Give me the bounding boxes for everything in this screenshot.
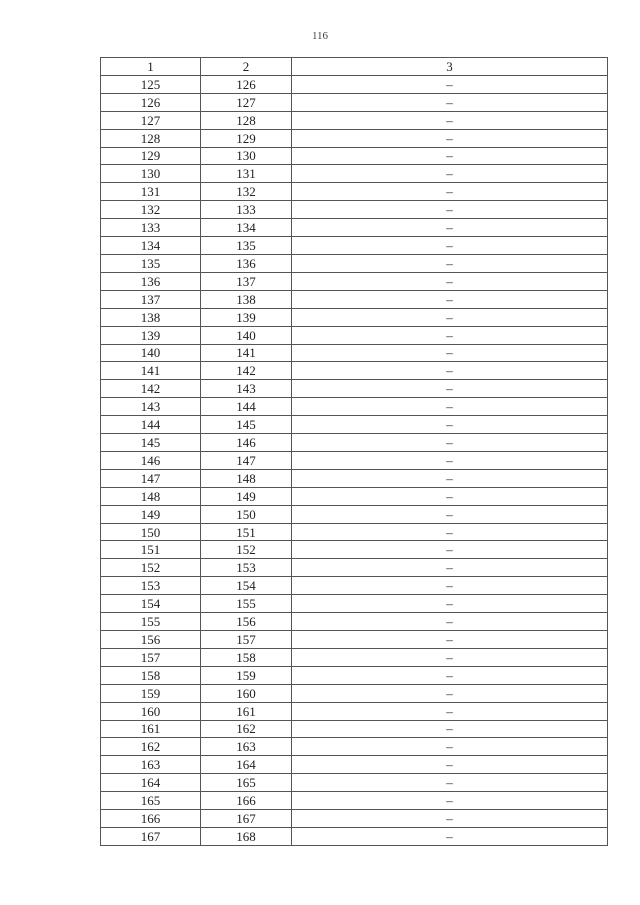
table-cell-col-3: – (292, 541, 608, 559)
table-row (101, 93, 608, 111)
table-row (101, 451, 608, 469)
table-cell-col-3: – (292, 792, 608, 810)
table-cell-col-1: 157 (101, 648, 201, 666)
table-cell-col-3: – (292, 147, 608, 165)
table-cell-col-3: – (292, 827, 608, 845)
table-cell-col-3: – (292, 613, 608, 631)
table-row (101, 469, 608, 487)
table-cell-col-1: 151 (101, 541, 201, 559)
table-row (101, 254, 608, 272)
table-cell-col-3: – (292, 559, 608, 577)
table-cell-col-3: – (292, 648, 608, 666)
table-cell-col-2: 129 (201, 129, 292, 147)
table-cell-col-2: 127 (201, 93, 292, 111)
table-cell-col-3: – (292, 756, 608, 774)
table-row (101, 434, 608, 452)
header-row (101, 58, 608, 76)
table-cell-col-1: 158 (101, 666, 201, 684)
table-row (101, 810, 608, 828)
table-cell-col-2: 150 (201, 505, 292, 523)
table-row (101, 792, 608, 810)
table-cell-col-1: 146 (101, 451, 201, 469)
table-cell-col-1: 145 (101, 434, 201, 452)
table-row (101, 595, 608, 613)
table-row (101, 666, 608, 684)
table-cell-col-2: 141 (201, 344, 292, 362)
table-cell-col-3: – (292, 254, 608, 272)
table-cell-col-2: 140 (201, 326, 292, 344)
table-cell-col-1: 159 (101, 684, 201, 702)
table-cell-col-1: 139 (101, 326, 201, 344)
table-cell-col-1: 133 (101, 219, 201, 237)
table-row (101, 111, 608, 129)
table-row (101, 308, 608, 326)
table-row (101, 237, 608, 255)
table-cell-col-1: 152 (101, 559, 201, 577)
table-cell-col-3: – (292, 111, 608, 129)
table-row (101, 183, 608, 201)
table-cell-col-2: 165 (201, 774, 292, 792)
table-cell-col-2: 137 (201, 272, 292, 290)
table-cell-col-1: 129 (101, 147, 201, 165)
table-cell-col-3: – (292, 416, 608, 434)
table-cell-col-1: 161 (101, 720, 201, 738)
table-cell-col-1: 155 (101, 613, 201, 631)
table-cell-col-2: 158 (201, 648, 292, 666)
header-cell-3: 3 (292, 58, 608, 76)
table-cell-col-2: 143 (201, 380, 292, 398)
table-cell-col-3: – (292, 487, 608, 505)
table-cell-col-1: 144 (101, 416, 201, 434)
table-cell-col-2: 149 (201, 487, 292, 505)
table-cell-col-2: 146 (201, 434, 292, 452)
table-cell-col-1: 160 (101, 702, 201, 720)
table-cell-col-2: 155 (201, 595, 292, 613)
table-cell-col-1: 131 (101, 183, 201, 201)
header-cell-2: 2 (201, 58, 292, 76)
table-row (101, 774, 608, 792)
table-cell-col-3: – (292, 272, 608, 290)
table-cell-col-2: 131 (201, 165, 292, 183)
table-cell-col-3: – (292, 201, 608, 219)
table-cell-col-3: – (292, 183, 608, 201)
table-cell-col-2: 152 (201, 541, 292, 559)
table-cell-col-1: 163 (101, 756, 201, 774)
table-cell-col-1: 126 (101, 93, 201, 111)
table-cell-col-1: 138 (101, 308, 201, 326)
table-row (101, 129, 608, 147)
table-cell-col-3: – (292, 290, 608, 308)
table-cell-col-2: 132 (201, 183, 292, 201)
table-cell-col-1: 141 (101, 362, 201, 380)
table-cell-col-1: 166 (101, 810, 201, 828)
table-cell-col-2: 144 (201, 398, 292, 416)
table-cell-col-2: 161 (201, 702, 292, 720)
table-row (101, 362, 608, 380)
table-row (101, 738, 608, 756)
table-cell-col-3: – (292, 577, 608, 595)
table-row (101, 827, 608, 845)
table-row (101, 702, 608, 720)
table-row (101, 559, 608, 577)
table-cell-col-3: – (292, 738, 608, 756)
table-row (101, 648, 608, 666)
table-cell-col-2: 134 (201, 219, 292, 237)
table-cell-col-3: – (292, 219, 608, 237)
table-cell-col-3: – (292, 666, 608, 684)
table-row (101, 613, 608, 631)
table-row (101, 75, 608, 93)
table-cell-col-3: – (292, 434, 608, 452)
table-cell-col-3: – (292, 523, 608, 541)
table-cell-col-2: 166 (201, 792, 292, 810)
table-cell-col-1: 162 (101, 738, 201, 756)
table-cell-col-2: 163 (201, 738, 292, 756)
table-cell-col-1: 137 (101, 290, 201, 308)
page-number: 116 (311, 30, 329, 42)
table-cell-col-3: – (292, 810, 608, 828)
table-row (101, 416, 608, 434)
table-cell-col-1: 136 (101, 272, 201, 290)
table-cell-col-2: 138 (201, 290, 292, 308)
table-cell-col-1: 150 (101, 523, 201, 541)
table-cell-col-2: 133 (201, 201, 292, 219)
table-cell-col-3: – (292, 93, 608, 111)
table-cell-col-1: 132 (101, 201, 201, 219)
table-cell-col-1: 130 (101, 165, 201, 183)
table-cell-col-3: – (292, 505, 608, 523)
table-cell-col-3: – (292, 684, 608, 702)
table-cell-col-3: – (292, 237, 608, 255)
table-row (101, 487, 608, 505)
table-cell-col-2: 167 (201, 810, 292, 828)
table-row (101, 631, 608, 649)
table-row (101, 541, 608, 559)
table-cell-col-2: 151 (201, 523, 292, 541)
table-cell-col-2: 135 (201, 237, 292, 255)
table-body (101, 58, 608, 846)
table-cell-col-3: – (292, 344, 608, 362)
table-cell-col-2: 157 (201, 631, 292, 649)
table-cell-col-3: – (292, 75, 608, 93)
table-cell-col-1: 156 (101, 631, 201, 649)
table-row (101, 201, 608, 219)
table-row (101, 577, 608, 595)
table-cell-col-1: 153 (101, 577, 201, 595)
table-cell-col-2: 142 (201, 362, 292, 380)
table-cell-col-3: – (292, 165, 608, 183)
table-cell-col-1: 164 (101, 774, 201, 792)
table-cell-col-1: 135 (101, 254, 201, 272)
table-cell-col-1: 147 (101, 469, 201, 487)
table-row (101, 165, 608, 183)
table-cell-col-2: 156 (201, 613, 292, 631)
table-cell-col-3: – (292, 380, 608, 398)
table-cell-col-3: – (292, 326, 608, 344)
table-cell-col-2: 164 (201, 756, 292, 774)
table-cell-col-1: 154 (101, 595, 201, 613)
table-cell-col-1: 128 (101, 129, 201, 147)
table-cell-col-1: 143 (101, 398, 201, 416)
table-cell-col-2: 148 (201, 469, 292, 487)
table-cell-col-2: 162 (201, 720, 292, 738)
table-cell-col-1: 125 (101, 75, 201, 93)
table-cell-col-3: – (292, 469, 608, 487)
table-cell-col-2: 154 (201, 577, 292, 595)
table-cell-col-3: – (292, 702, 608, 720)
table-cell-col-2: 153 (201, 559, 292, 577)
table-cell-col-2: 145 (201, 416, 292, 434)
table-cell-col-1: 149 (101, 505, 201, 523)
table-cell-col-3: – (292, 451, 608, 469)
table-cell-col-1: 148 (101, 487, 201, 505)
table-cell-col-1: 165 (101, 792, 201, 810)
table-cell-col-1: 127 (101, 111, 201, 129)
table-cell-col-2: 130 (201, 147, 292, 165)
table-row (101, 272, 608, 290)
table-cell-col-2: 136 (201, 254, 292, 272)
table-cell-col-3: – (292, 774, 608, 792)
table-cell-col-3: – (292, 129, 608, 147)
table-cell-col-3: – (292, 720, 608, 738)
table-row (101, 290, 608, 308)
table-row (101, 720, 608, 738)
header-cell-1: 1 (101, 58, 201, 76)
table-cell-col-2: 126 (201, 75, 292, 93)
table-cell-col-3: – (292, 595, 608, 613)
table-cell-col-2: 160 (201, 684, 292, 702)
table-cell-col-2: 139 (201, 308, 292, 326)
table-cell-col-3: – (292, 398, 608, 416)
data-table (100, 57, 608, 846)
table-cell-col-2: 147 (201, 451, 292, 469)
table-cell-col-2: 128 (201, 111, 292, 129)
table-row (101, 756, 608, 774)
table-row (101, 326, 608, 344)
table-row (101, 505, 608, 523)
table-cell-col-1: 167 (101, 827, 201, 845)
table-row (101, 219, 608, 237)
table-row (101, 147, 608, 165)
table-cell-col-3: – (292, 631, 608, 649)
table-row (101, 398, 608, 416)
table-cell-col-2: 159 (201, 666, 292, 684)
table-cell-col-1: 142 (101, 380, 201, 398)
table-cell-col-1: 140 (101, 344, 201, 362)
table-row (101, 523, 608, 541)
table-cell-col-3: – (292, 308, 608, 326)
table-row (101, 380, 608, 398)
table-cell-col-1: 134 (101, 237, 201, 255)
table-row (101, 344, 608, 362)
table-cell-col-2: 168 (201, 827, 292, 845)
table-row (101, 684, 608, 702)
table-cell-col-3: – (292, 362, 608, 380)
